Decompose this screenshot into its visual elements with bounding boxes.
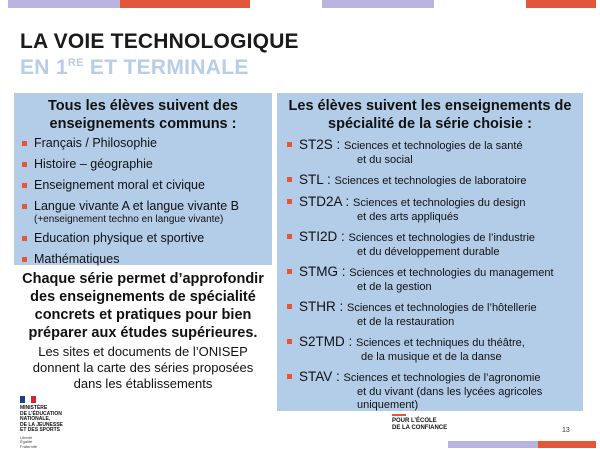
series-item-s2tmd: S2TMD : Sciences et techniques du théâtre, de la musique et de la danse (287, 333, 554, 364)
ministry-logo: MINISTÈRE DE L’ÉDUCATION NATIONALE, DE LA JEUNESSE ET DES SPORTS Liberté Égalité Fraternité (20, 396, 80, 449)
common-courses-list (22, 136, 239, 273)
page-number: 13 (562, 427, 570, 434)
series-item-std2a: STD2A : Sciences et technologies du design et des arts appliqués (287, 193, 554, 224)
bullet-icon (22, 236, 27, 241)
bullet-icon (287, 269, 292, 274)
series-item-stav: STAV : Sciences et technologies de l’agronomie et du vivant (dans les lycées agricoles uniquement) (287, 368, 554, 412)
series-item-stl: STL : Sciences et technologies de laboratoire (287, 171, 554, 189)
bullet-icon (22, 204, 27, 209)
bullet-icon (287, 234, 292, 239)
bottom-decor-bar-purple (448, 441, 538, 448)
common-courses-box (14, 93, 272, 265)
common-courses-heading: Tous les élèves suivent des enseignements communs : (48, 98, 238, 132)
bottom-decor-bar-orange (538, 441, 596, 448)
list-item: Mathématiques (22, 252, 239, 267)
top-decor-bar-orange (120, 0, 250, 8)
french-flag-icon (20, 396, 36, 403)
slide-subtitle: EN 1RE ET TERMINALE (20, 56, 249, 79)
top-decor-bar-purple-2 (322, 0, 434, 8)
school-confidence-logo: POUR L’ÉCOLE DE LA CONFIANCE (392, 414, 452, 432)
list-item: Enseignement moral et civique (22, 178, 239, 193)
series-list (287, 136, 554, 416)
bullet-icon (287, 374, 292, 379)
slide-title: LA VOIE TECHNOLOGIQUE (20, 30, 299, 53)
list-item: Education physique et sportive (22, 231, 239, 246)
logo-accent-line (392, 414, 406, 416)
series-benefit-statement: Chaque série permet d’approfondir des enseignements de spécialité concrets et pratiques pour bien préparer aux études supérieures. (22, 271, 264, 341)
list-item: Langue vivante A et langue vivante B (+enseignement techno en langue vivante) (22, 199, 239, 225)
bullet-icon (287, 304, 292, 309)
top-decor-bar-purple (8, 0, 120, 8)
list-item: Histoire – géographie (22, 157, 239, 172)
onisep-note: Les sites et documents de l’ONISEP donnent la carte des séries proposées dans les établissements (32, 344, 254, 391)
bullet-icon (287, 142, 292, 147)
series-item-sthr: STHR : Sciences et technologies de l’hôtellerie et de la restauration (287, 298, 554, 329)
bullet-icon (287, 177, 292, 182)
bullet-icon (22, 257, 27, 262)
bullet-icon (22, 183, 27, 188)
series-item-sti2d: STI2D : Sciences et technologies de l’industrie et du développement durable (287, 228, 554, 259)
list-item: Français / Philosophie (22, 136, 239, 151)
bullet-icon (287, 339, 292, 344)
series-item-stmg: STMG : Sciences et technologies du management et de la gestion (287, 263, 554, 294)
series-item-st2s: ST2S : Sciences et technologies de la santé et du social (287, 136, 554, 167)
list-item-note: (+enseignement techno en langue vivante) (34, 214, 224, 225)
specialty-series-heading: Les élèves suivent les enseignements de spécialité de la série choisie : (288, 98, 572, 132)
bullet-icon (22, 162, 27, 167)
top-decor-bar-orange-2 (526, 0, 596, 8)
bullet-icon (22, 141, 27, 146)
specialty-series-box (277, 93, 583, 411)
bullet-icon (287, 199, 292, 204)
